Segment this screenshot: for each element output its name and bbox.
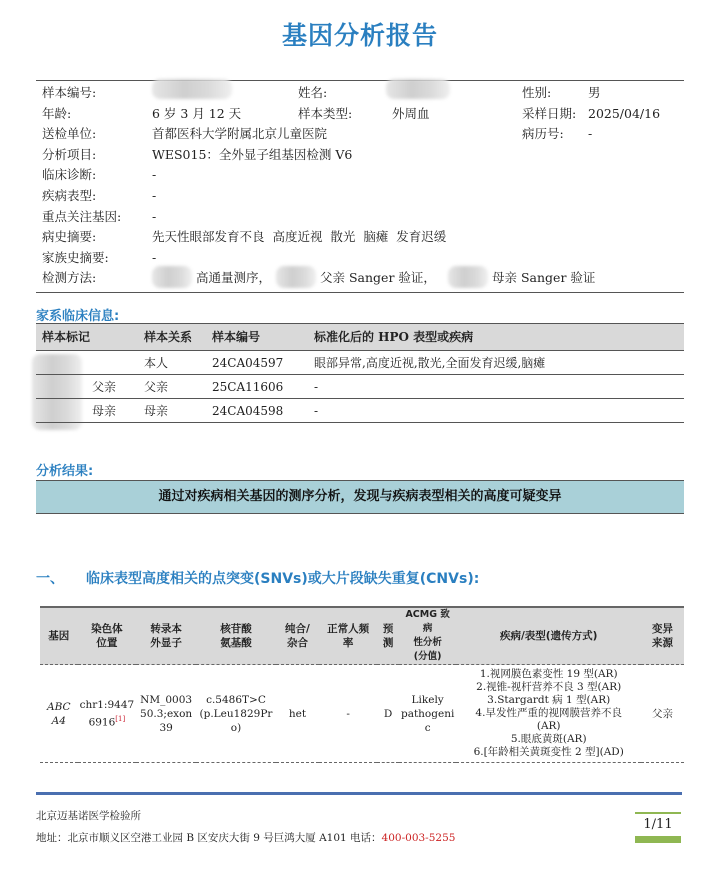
redacted-method-2 bbox=[276, 266, 316, 288]
header-text: 变异 bbox=[652, 623, 674, 635]
header-nucleotide bbox=[196, 607, 276, 665]
info-row-focus-genes bbox=[36, 207, 684, 228]
header-text: 测 bbox=[382, 637, 394, 649]
header-text: 纯合/ bbox=[285, 623, 310, 635]
info-row-phenotype bbox=[36, 186, 684, 207]
age-label: 年龄: bbox=[42, 105, 72, 121]
header-text: 正常人频 bbox=[327, 623, 370, 635]
family-row bbox=[36, 375, 684, 399]
family-mark: 父亲 bbox=[92, 380, 117, 394]
header-text: 来源 bbox=[652, 637, 674, 649]
cell-frequency: - bbox=[319, 665, 377, 763]
sample-type-value: 外周血 bbox=[392, 105, 430, 121]
info-row-family-history bbox=[36, 248, 684, 269]
history-value: 先天性眼部发育不良 高度近视 散光 脑瘫 发育迟缓 bbox=[152, 229, 447, 245]
header-text: 杂合 bbox=[286, 637, 308, 649]
position-text: 6916 bbox=[88, 716, 116, 729]
footer-address bbox=[36, 830, 455, 845]
info-row-sample bbox=[36, 83, 684, 104]
header-origin bbox=[641, 607, 684, 665]
nucleotide-text: (p.Leu1829Pr bbox=[199, 707, 273, 720]
name-label: 姓名: bbox=[298, 85, 328, 100]
family-hpo: - bbox=[314, 380, 319, 394]
gene-text: ABC bbox=[47, 700, 71, 713]
header-gene bbox=[40, 607, 78, 665]
disease-item: 1.视网膜色素变性 19 型(AR) bbox=[479, 668, 618, 680]
basic-info-block bbox=[36, 80, 684, 293]
family-header-relation: 样本关系 bbox=[144, 330, 193, 344]
family-sample-id: 25CA11606 bbox=[212, 380, 284, 394]
disease-item: 6.[年龄相关黄斑变性 2 型](AD) bbox=[473, 746, 624, 758]
header-text: 性分析 bbox=[413, 637, 442, 648]
cell-transcript bbox=[136, 665, 196, 763]
reference-link[interactable]: [1] bbox=[115, 714, 126, 723]
method-part-3: 母亲 Sanger 验证 bbox=[492, 270, 596, 286]
submitting-unit-label: 送检单位: bbox=[42, 126, 97, 142]
method-label: 检测方法: bbox=[42, 270, 97, 286]
history-label: 病史摘要: bbox=[42, 229, 97, 245]
nucleotide-text: o) bbox=[230, 721, 242, 734]
cell-gene bbox=[40, 665, 78, 763]
focus-genes-label: 重点关注基因: bbox=[42, 208, 122, 224]
family-header-mark: 样本标记 bbox=[42, 330, 91, 344]
clinical-diagnosis-label: 临床诊断: bbox=[42, 167, 97, 183]
header-zygosity bbox=[276, 607, 319, 665]
header-text: 氨基酸 bbox=[220, 637, 252, 649]
method-part-2: 父亲 Sanger 验证， bbox=[320, 270, 436, 286]
header-position bbox=[78, 607, 137, 665]
header-text: (分值) bbox=[413, 651, 442, 662]
footer-divider bbox=[36, 792, 682, 795]
family-relation: 本人 bbox=[144, 356, 169, 370]
info-row-unit bbox=[36, 124, 684, 145]
sampling-date-label: 采样日期: bbox=[522, 105, 577, 121]
family-hpo: 眼部异常,高度近视,散光,全面发育迟缓,脑瘫 bbox=[314, 356, 546, 370]
footer-org: 北京迈基诺医学检验所 bbox=[36, 810, 141, 822]
medical-record-value: - bbox=[588, 126, 593, 142]
position-text: chr1:9447 bbox=[79, 698, 135, 711]
nucleotide-text: c.5486T>C bbox=[206, 693, 266, 706]
header-text: 疾病/表型(遗传方式) bbox=[499, 630, 598, 642]
analysis-item-label: 分析项目: bbox=[42, 146, 97, 162]
header-text: ACMG 致病 bbox=[405, 609, 450, 634]
header-text: 染色体 bbox=[91, 623, 123, 635]
sample-id-label: 样本编号: bbox=[42, 85, 97, 100]
snv-section-text: 临床表型高度相关的点突变(SNVs)或大片段缺失重复(CNVs): bbox=[86, 571, 480, 587]
header-frequency bbox=[319, 607, 377, 665]
info-row-diagnosis bbox=[36, 165, 684, 186]
header-text: 位置 bbox=[96, 637, 118, 649]
focus-genes-value: - bbox=[152, 208, 157, 224]
header-transcript bbox=[136, 607, 196, 665]
transcript-text: NM_0003 bbox=[140, 693, 193, 706]
sample-type-label: 样本类型: bbox=[298, 105, 353, 121]
gender-value: 男 bbox=[588, 85, 601, 100]
header-disease bbox=[456, 607, 641, 665]
page-number: 1/11 bbox=[643, 817, 673, 832]
age-value: 6 岁 3 月 12 天 bbox=[152, 105, 242, 121]
clinical-diagnosis-value: - bbox=[152, 167, 157, 183]
header-text: 预 bbox=[382, 623, 394, 635]
acmg-text: pathogeni bbox=[400, 707, 455, 720]
family-row bbox=[36, 351, 684, 375]
family-sample-id: 24CA04597 bbox=[212, 356, 284, 370]
sampling-date-value: 2025/04/16 bbox=[588, 105, 661, 121]
info-row-method bbox=[36, 268, 684, 289]
disease-item: (AR) bbox=[536, 720, 561, 732]
cell-prediction: D bbox=[377, 665, 399, 763]
acmg-text: Likely bbox=[411, 693, 444, 706]
result-summary: 通过对疾病相关基因的测序分析，发现与疾病表型相关的高度可疑变异 bbox=[36, 480, 684, 514]
family-header-hpo: 标准化后的 HPO 表型或疾病 bbox=[314, 330, 474, 344]
disease-item: 5.眼底黄斑(AR) bbox=[510, 733, 587, 745]
method-part-1: 高通量测序， bbox=[196, 270, 272, 286]
redacted-method-1 bbox=[152, 266, 192, 288]
snv-section-number: 一、 bbox=[36, 571, 64, 587]
redacted-name bbox=[386, 79, 450, 99]
gender-label: 性别: bbox=[522, 85, 552, 100]
submitting-unit-value: 首都医科大学附属北京儿童医院 bbox=[152, 126, 328, 142]
family-header-sample-id: 样本编号 bbox=[212, 330, 261, 344]
family-history-value: - bbox=[152, 249, 157, 265]
transcript-text: 50.3;exon bbox=[140, 707, 193, 720]
variant-table-header bbox=[40, 607, 684, 665]
report-title: 基因分析报告 bbox=[281, 21, 438, 50]
cell-disease bbox=[456, 665, 641, 763]
header-prediction bbox=[377, 607, 399, 665]
disease-item: 2.视锥-视杆营养不良 3 型(AR) bbox=[476, 681, 622, 693]
family-relation: 母亲 bbox=[144, 404, 169, 418]
acmg-text: c bbox=[424, 721, 431, 734]
variant-table bbox=[40, 606, 684, 763]
header-text: 基因 bbox=[48, 630, 70, 642]
disease-item: 3.Stargardt 病 1 型(AR) bbox=[487, 694, 611, 706]
analysis-item-value: WES015：全外显子组基因检测 V6 bbox=[152, 146, 353, 162]
header-acmg bbox=[399, 607, 456, 665]
family-row bbox=[36, 399, 684, 423]
variant-row bbox=[40, 665, 684, 763]
family-hpo: - bbox=[314, 404, 319, 418]
cell-origin: 父亲 bbox=[641, 665, 684, 763]
family-mark: 母亲 bbox=[92, 404, 117, 418]
redacted-method-3 bbox=[448, 266, 488, 288]
gene-text: A4 bbox=[51, 714, 66, 727]
cell-position bbox=[78, 665, 137, 763]
header-text: 率 bbox=[342, 637, 354, 649]
header-text: 外显子 bbox=[150, 637, 182, 649]
family-relation: 父亲 bbox=[144, 380, 169, 394]
redacted-sample-id bbox=[152, 79, 232, 99]
footer-address-text: 地址：北京市顺义区空港工业园 B 区安庆大街 9 号巨鸿大厦 A101 电话： bbox=[36, 832, 382, 844]
info-row-history bbox=[36, 227, 684, 248]
info-row-analysis bbox=[36, 145, 684, 166]
info-row-age bbox=[36, 104, 684, 125]
cell-nucleotide bbox=[196, 665, 276, 763]
cell-acmg bbox=[399, 665, 456, 763]
cell-zygosity: het bbox=[276, 665, 319, 763]
medical-record-label: 病历号: bbox=[522, 126, 564, 142]
result-section-title: 分析结果: bbox=[36, 464, 94, 479]
pager-bar-bottom bbox=[635, 836, 681, 843]
footer-phone: 400-003-5255 bbox=[381, 832, 456, 844]
family-history-label: 家族史摘要: bbox=[42, 249, 109, 265]
family-table-header bbox=[36, 324, 684, 351]
family-sample-id: 24CA04598 bbox=[212, 404, 284, 418]
header-text: 转录本 bbox=[150, 623, 182, 635]
header-text: 核苷酸 bbox=[220, 623, 252, 635]
transcript-text: 39 bbox=[159, 721, 173, 734]
disease-item: 4.早发性严重的视网膜营养不良 bbox=[475, 707, 622, 719]
disease-phenotype-label: 疾病表型: bbox=[42, 187, 97, 203]
family-section-title: 家系临床信息: bbox=[36, 309, 120, 324]
family-table bbox=[36, 323, 684, 423]
disease-phenotype-value: - bbox=[152, 187, 157, 203]
page-indicator bbox=[635, 812, 681, 843]
